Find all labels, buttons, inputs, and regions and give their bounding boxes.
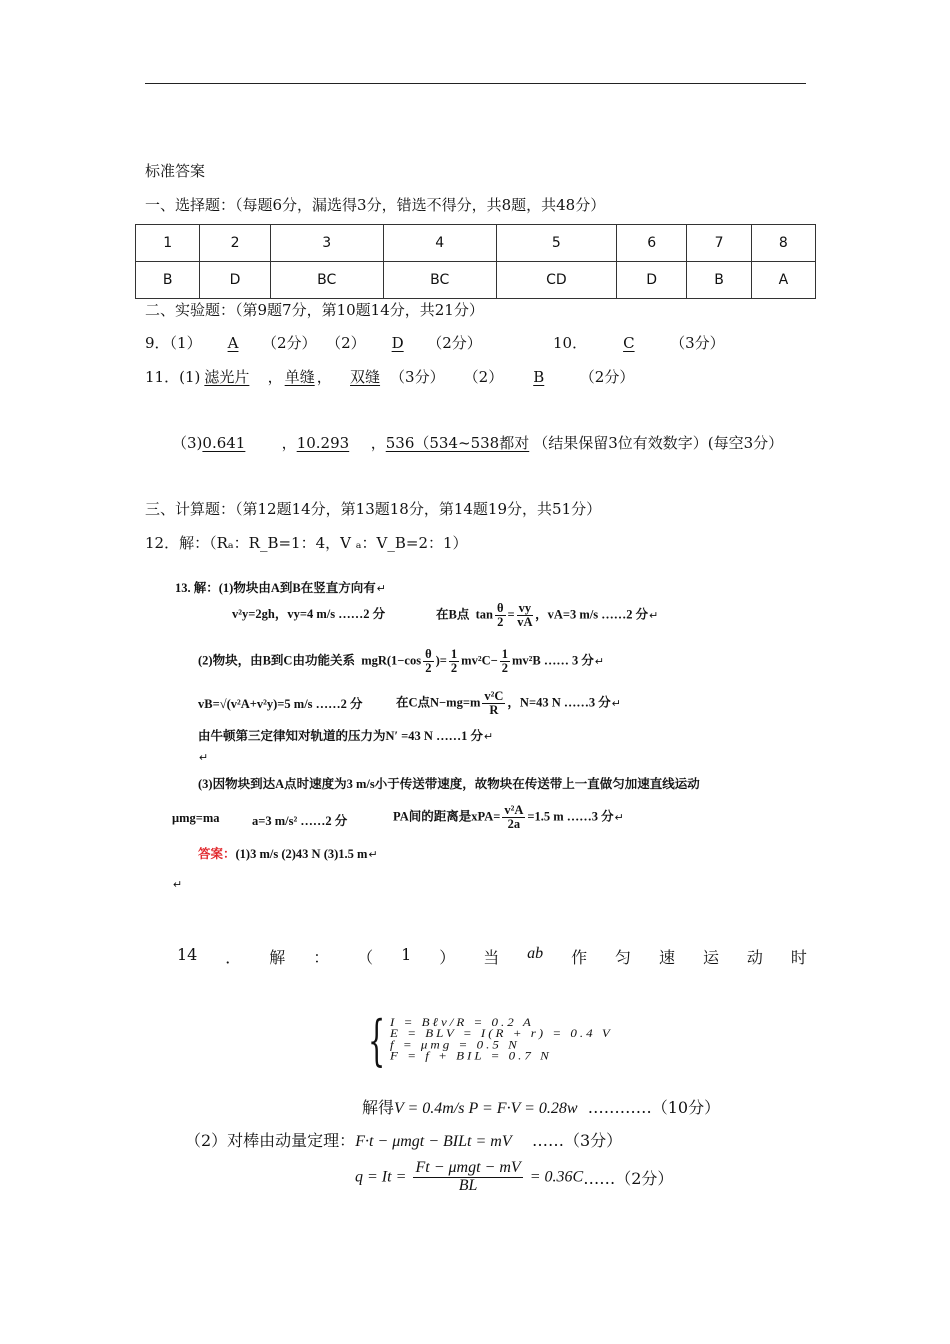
table-row-numbers bbox=[136, 225, 816, 262]
q14-charge-fraction: $\frac{\text{Ft − μmgt − mV}}{BL}$ bbox=[415, 1159, 521, 1194]
table-cell: 1 bbox=[136, 225, 200, 262]
table-cell: BC bbox=[270, 262, 383, 299]
q12-line: 12．解：（Rₐ：R_B=1：4，V ₐ：V_B=2：1） bbox=[145, 534, 468, 552]
table-cell: 3 bbox=[270, 225, 383, 262]
q14-result-eq: V = 0.4m/s P = F·V = 0.28w bbox=[394, 1100, 578, 1117]
q14-equation-system bbox=[368, 1016, 868, 1070]
system-lines bbox=[390, 1017, 613, 1061]
q14-momentum-eq: F·t − μmgt − BILt = mV bbox=[355, 1133, 512, 1150]
section1-title: 一、选择题：（每题6分，漏选得3分，错选不得分，共8题，共48分） bbox=[145, 196, 606, 214]
q11-sep2: ， bbox=[316, 368, 332, 386]
q11-part2: （2） bbox=[463, 368, 504, 386]
q14-charge-left: q = It = bbox=[355, 1168, 407, 1186]
table-cell: 4 bbox=[383, 225, 496, 262]
q9-score2: （2分） bbox=[427, 334, 482, 352]
q9-part2: （2） bbox=[326, 334, 366, 352]
section2-title: 二、实验题：（第9题7分，第10题14分，共21分） bbox=[145, 301, 484, 319]
system-line: E = BLV = I(R + r) = 0.4 V bbox=[390, 1026, 613, 1040]
q14-intro: 14 ． 解 ： （ 1 ） 当 ab 作 匀 速 运 动 时 bbox=[177, 945, 807, 967]
table-row-answers bbox=[136, 262, 816, 299]
q10-score: （3分） bbox=[670, 334, 725, 352]
q9-answer1: A bbox=[227, 334, 239, 352]
q13-blank: ↵ bbox=[199, 752, 209, 764]
q9-score1: （2分） bbox=[261, 334, 317, 352]
header-rule bbox=[145, 83, 806, 84]
table-cell: 6 bbox=[617, 225, 687, 262]
q13-line7-right: PA间的距离是xPA= $\frac{\text{v²A}}{2a}$ =1.5 m ……3 分↵ bbox=[393, 803, 624, 832]
q11-line2 bbox=[172, 432, 783, 453]
q13-line4-right: 在C点N−mg=m $\frac{\text{v²C}}{R}$ ，N=43 N ……3 分↵ bbox=[396, 689, 621, 718]
q13-line2-right: 在B点 tan $\frac{\theta}{2}$ = $\frac{vy}{vA}$ ，vA=3 m/s ……2 分↵ bbox=[436, 601, 659, 630]
table-cell: D bbox=[617, 262, 687, 299]
q14-charge-right: = 0.36C bbox=[529, 1168, 584, 1186]
table-cell: 5 bbox=[496, 225, 616, 262]
q9-answer2: D bbox=[391, 334, 404, 352]
q13-answer-label: 答案： bbox=[198, 847, 236, 861]
table-cell: D bbox=[200, 262, 270, 299]
q13-line3: (2)物块，由B到C由功能关系 mgR(1−cos $\frac{\theta}{2}$ )= $\frac{1}{2}$ mv²C− $\frac{1}{2}$ mv²B …… 3 分↵ bbox=[198, 647, 605, 676]
q11-line1 bbox=[145, 366, 634, 387]
q13-answer-text: (1)3 m/s (2)43 N (3)1.5 m bbox=[235, 847, 368, 861]
section3-title: 三、计算题：（第12题14分，第13题18分，第14题19分，共51分） bbox=[145, 500, 602, 518]
q11-sep3: ， bbox=[281, 434, 297, 452]
q13-line6: (3)因物块到达A点时速度为3 m/s小于传送带速度，故物块在传送带上一直做匀加速直线运动 bbox=[198, 777, 700, 791]
page-heading: 标准答案 bbox=[145, 162, 206, 180]
q11-answer2: 单缝 bbox=[284, 368, 315, 386]
q9-prefix: 9．（1） bbox=[145, 334, 202, 352]
q13-line7: μmg=ma bbox=[172, 811, 220, 825]
table-cell: 7 bbox=[687, 225, 751, 262]
table-cell: BC bbox=[383, 262, 496, 299]
q13-line5: 由牛顿第三定律知对轨道的压力为N′ =43 N ……1 分↵ bbox=[198, 729, 494, 743]
q11-answer3: 双缝 bbox=[350, 368, 381, 386]
q10-answer: C bbox=[623, 334, 635, 352]
q11-score1: （3分） bbox=[390, 368, 445, 386]
q11-part3: （3) bbox=[172, 434, 203, 452]
q11-sep1: ， bbox=[267, 368, 283, 386]
system-line: f = μmg = 0.5 N bbox=[390, 1037, 520, 1052]
table-cell: B bbox=[136, 262, 200, 299]
q13-head: 13. 解：(1)物块由A到B在竖直方向有↵ bbox=[175, 581, 386, 595]
left-brace: { bbox=[368, 1016, 386, 1070]
system-line: F = f + BIL = 0.7 N bbox=[390, 1048, 552, 1063]
q14-part2: （2）对棒由动量定理：F·t − μmgt − BILt = mV ……（3分） bbox=[185, 1131, 623, 1150]
q13-line2: v²y=2gh，vy=4 m/s ……2 分 bbox=[232, 607, 386, 621]
q11-prefix: 11．(1) bbox=[145, 368, 201, 386]
table-cell: CD bbox=[496, 262, 616, 299]
q11-answer-b: B bbox=[533, 368, 545, 386]
q13-answer: 答案：(1)3 m/s (2)43 N (3)1.5 m↵ bbox=[198, 847, 378, 861]
q11-note: （结果保留3位有效数字）(每空3分） bbox=[533, 434, 784, 452]
q11-value3: 536（534~538都对 bbox=[385, 434, 530, 452]
table-cell: B bbox=[687, 262, 751, 299]
q11-score2: （2分） bbox=[579, 368, 635, 386]
q11-value1: 0.641 bbox=[202, 434, 246, 452]
q11-sep4: ， bbox=[370, 434, 386, 452]
table-cell: A bbox=[751, 262, 815, 299]
q9-line bbox=[145, 332, 482, 353]
q10-line bbox=[553, 332, 725, 353]
q13-end: ↵ bbox=[173, 879, 183, 891]
q14-result: 解得V = 0.4m/s P = F·V = 0.28w …………（10分） bbox=[362, 1098, 721, 1117]
q14-charge: q = It = $\frac{\text{Ft − μmgt − mV}}{BL}$ = 0.36C……（2分） bbox=[355, 1159, 674, 1194]
q11-answer1: 滤光片 bbox=[204, 368, 250, 386]
answer-table bbox=[135, 224, 816, 299]
table-cell: 8 bbox=[751, 225, 815, 262]
q13-line4: vB=√(v²A+v²y)=5 m/s ……2 分 bbox=[198, 697, 363, 711]
table-cell: 2 bbox=[200, 225, 270, 262]
q13-line7-mid: a=3 m/s² ……2 分 bbox=[252, 814, 348, 828]
system-line: I = Bℓv/R = 0.2 A bbox=[390, 1016, 534, 1029]
q11-value2: 10.293 bbox=[296, 434, 350, 452]
q10-prefix: 10． bbox=[553, 334, 588, 352]
